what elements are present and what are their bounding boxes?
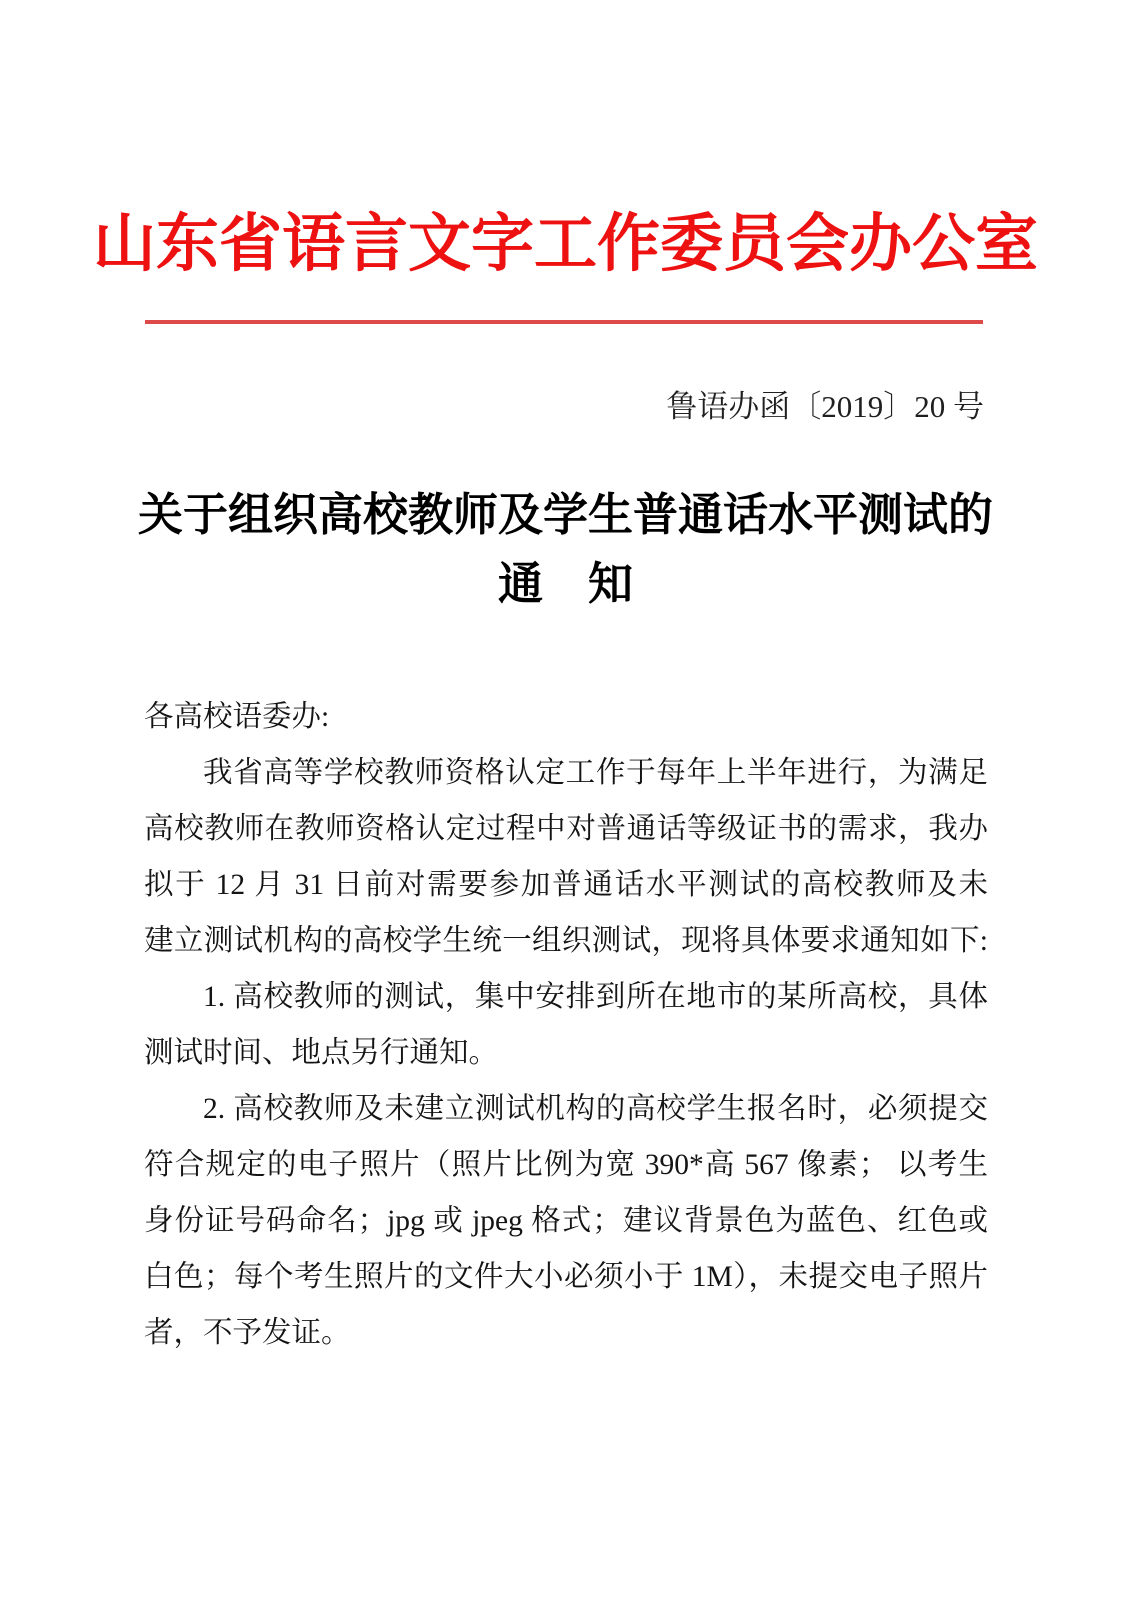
body-line: 建立测试机构的高校学生统一组织测试，现将具体要求通知如下: [144, 925, 988, 957]
body-line: 者，不予发证。 [144, 1317, 351, 1349]
notice-title [0, 481, 1131, 619]
letterhead-divider-line [145, 320, 983, 324]
document-reference-number: 鲁语办函〔2019〕20 号 [666, 389, 984, 424]
body-line: 拟于 12 月 31 日前对需要参加普通话水平测试的高校教师及未 [144, 869, 988, 901]
notice-title-line2: 通 知 [497, 559, 633, 609]
body-line: 我省高等学校教师资格认定工作于每年上半年进行，为满足 [203, 757, 988, 789]
body-line: 白色；每个考生照片的文件大小必须小于 1M），未提交电子照片 [144, 1261, 988, 1293]
body-line: 2. 高校教师及未建立测试机构的高校学生报名时，必须提交 [203, 1093, 988, 1125]
body-line: 1. 高校教师的测试，集中安排到所在地市的某所高校，具体 [203, 981, 988, 1013]
letterhead-org-name: 山东省语言文字工作委员会办公室 [93, 209, 1038, 279]
body-line: 身份证号码命名；jpg 或 jpeg 格式；建议背景色为蓝色、红色或 [144, 1205, 988, 1237]
notice-body [144, 689, 988, 1361]
body-line: 高校教师在教师资格认定过程中对普通话等级证书的需求，我办 [144, 813, 988, 845]
body-line-salutation: 各高校语委办: [144, 701, 330, 733]
body-line: 符合规定的电子照片（照片比例为宽 390*高 567 像素； 以考生 [144, 1149, 988, 1181]
body-line: 测试时间、地点另行通知。 [144, 1037, 499, 1069]
notice-title-line1: 关于组织高校教师及学生普通话水平测试的 [137, 490, 993, 540]
